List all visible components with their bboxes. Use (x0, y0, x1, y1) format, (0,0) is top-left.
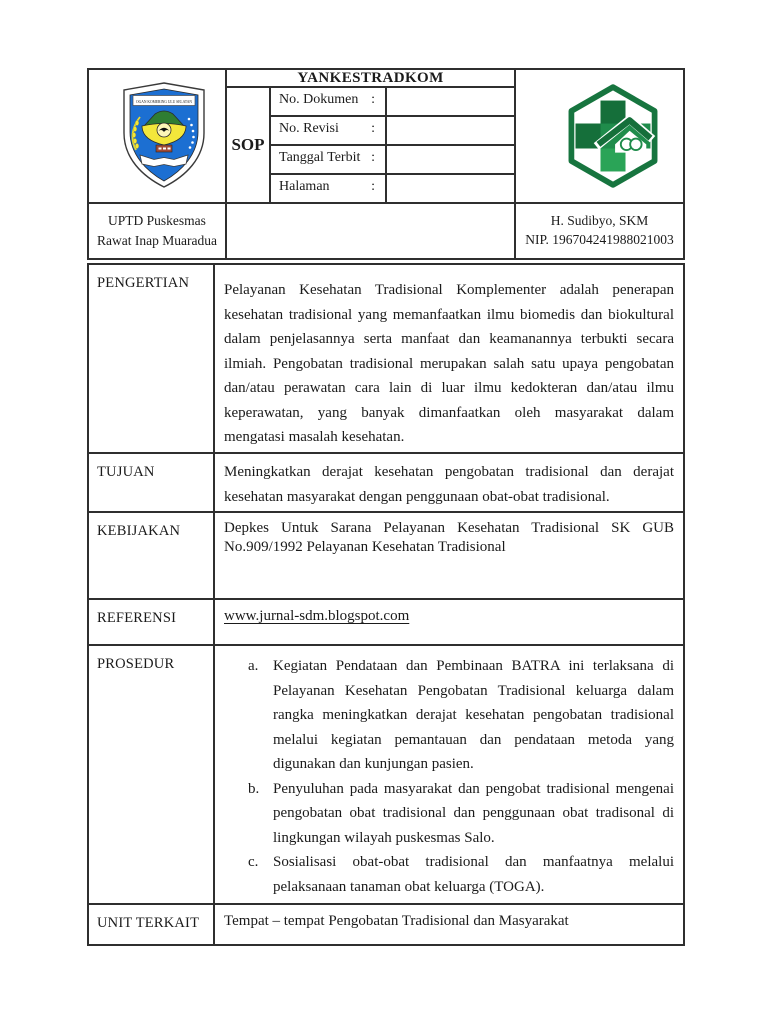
field-label-no-revisi (271, 117, 387, 146)
signatory-nip: NIP. 196704241988021003 (525, 232, 674, 247)
section-label-pengertian: PENGERTIAN (89, 265, 215, 454)
field-label-text: No. Revisi (279, 121, 339, 136)
regional-crest-cell (89, 70, 227, 204)
regional-crest-logo (120, 81, 208, 191)
field-value-no-revisi (387, 117, 516, 146)
prosedur-item-b (248, 777, 674, 851)
field-value-halaman (387, 175, 516, 204)
puskesmas-family-circle-right (630, 139, 641, 150)
section-label-prosedur: PROSEDUR (89, 646, 215, 905)
prosedur-item-c (248, 850, 674, 899)
field-label-no-dokumen (271, 88, 387, 117)
puskesmas-logo (561, 84, 665, 188)
sop-label: SOP (227, 88, 271, 204)
field-colon: : (371, 179, 375, 194)
sop-header-table (87, 68, 685, 260)
list-marker: b. (248, 780, 260, 797)
field-colon: : (371, 150, 375, 165)
signature-space (227, 204, 516, 258)
field-value-no-dokumen (387, 88, 516, 117)
organization-line2: Rawat Inap Muaradua (97, 233, 217, 248)
field-colon: : (371, 92, 375, 107)
referensi-link[interactable]: www.jurnal-sdm.blogspot.com (224, 608, 410, 624)
section-label-unit-terkait: UNIT TERKAIT (89, 905, 215, 944)
puskesmas-logo-cell (516, 70, 683, 204)
section-label-referensi: REFERENSI (89, 600, 215, 646)
section-list-prosedur (215, 646, 683, 905)
list-item-text: Kegiatan Pendataan dan Pembinaan BATRA ini terlaksana di Pelayanan Kesehatan Pengobatan Tradisional keluarga dalam rangka meningkatkan derajat kesehatan pengobatan tradisional melalui kegiatan pemantauan dan pendataan metoda yang digunakan dan kunjungan pasien. (273, 658, 674, 772)
section-text-unit-terkait: Tempat – tempat Pengobatan Tradisional dan Masyarakat (224, 913, 569, 929)
field-label-tanggal-terbit (271, 146, 387, 175)
section-text-referensi (215, 600, 683, 646)
field-value-tanggal-terbit (387, 146, 516, 175)
section-label-tujuan: TUJUAN (89, 454, 215, 513)
section-text-pengertian: Pelayanan Kesehatan Tradisional Komplementer adalah penerapan kesehatan tradisional yang memanfaatkan ilmu biomedis dan biokultural dalam penjelasannya serta manfaat dan keamanannya terbukti secara ilmiah. Pengobatan tradisional merupakan salah satu upaya pengobatan dan/atau perawatan cara lain di luar ilmu kedokteran dan/atau ilmu keperawatan, yang banyak dimanfaatkan oleh masyarakat dalam mengatasi masalah kesehatan. (215, 265, 683, 454)
crest-banner-text: OGAN KOMERING ULU SELATAN (136, 98, 192, 104)
section-text-tujuan: Meningkatkan derajat kesehatan pengobatan tradisional dan derajat kesehatan masyarakat dengan penggunaan obat-obat tradisional. (215, 454, 683, 513)
document-title: YANKESTRADKOM (227, 70, 516, 88)
list-marker: c. (248, 854, 259, 870)
organization-name (89, 204, 227, 258)
section-text-kebijakan: Depkes Untuk Sarana Pelayanan Kesehatan Tradisional SK GUB No.909/1992 Pelayanan Kesehatan Tradisional (215, 513, 683, 600)
field-label-text: Halaman (279, 179, 330, 194)
field-label-halaman (271, 175, 387, 204)
list-item-text: Sosialisasi obat-obat tradisional dan manfaatnya melalui pelaksanaan tanaman obat keluarga (TOGA). (273, 854, 674, 895)
field-label-text: Tanggal Terbit (279, 150, 361, 165)
prosedur-item-a (248, 654, 674, 777)
list-item-text: Penyuluhan pada masyarakat dan pengobat tradisional mengenai pengobatan obat tradisional dan penggunaan obat tradisonal di lingkungan wilayah puskesmas Salo. (273, 780, 674, 846)
section-label-kebijakan: KEBIJAKAN (89, 513, 215, 600)
list-marker: a. (248, 658, 259, 674)
organization-line1: UPTD Puskesmas (108, 213, 206, 229)
field-colon: : (371, 121, 375, 136)
signatory-name: H. Sudibyo, SKM (550, 213, 649, 229)
field-label-text: No. Dokumen (279, 92, 359, 107)
sop-body-table (87, 263, 685, 946)
signatory-block (516, 204, 683, 258)
